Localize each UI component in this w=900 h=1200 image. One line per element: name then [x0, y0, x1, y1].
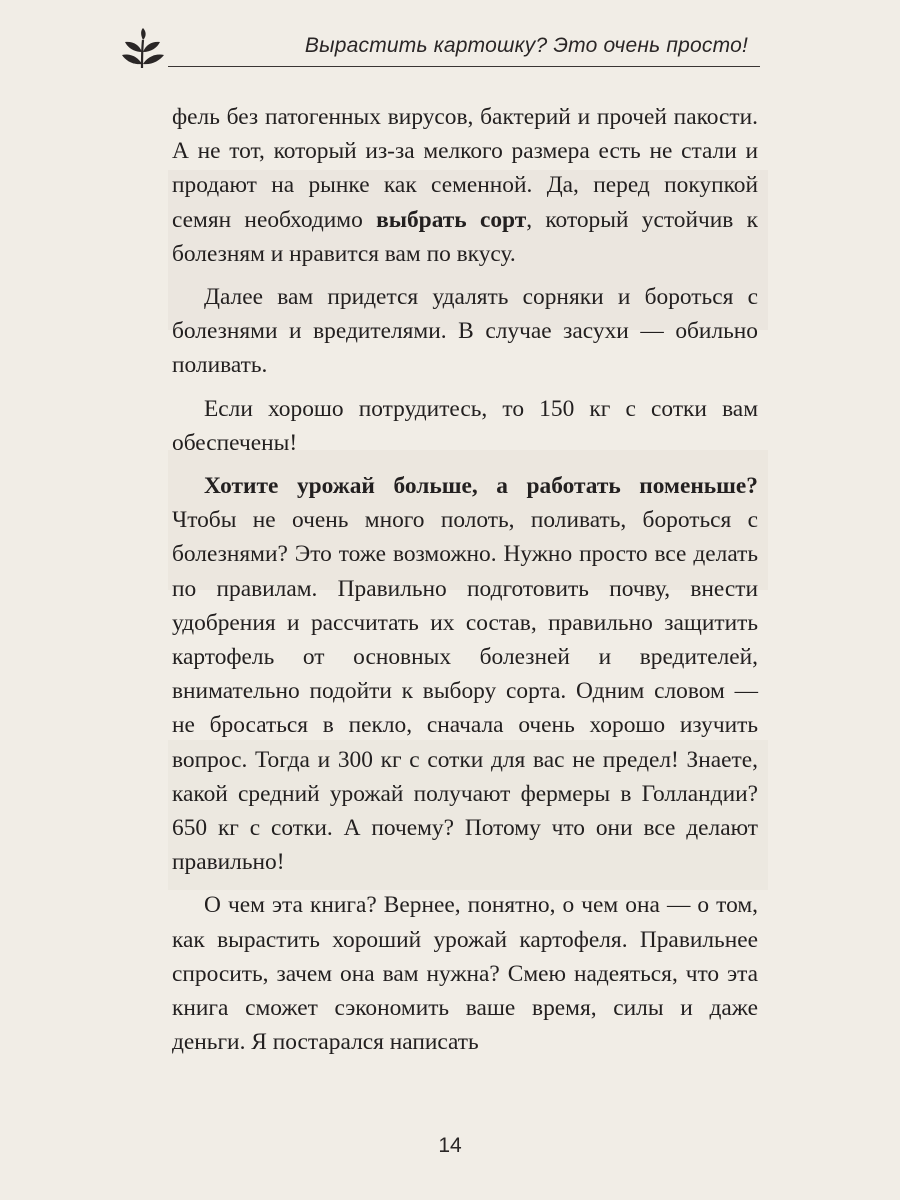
paragraph: Далее вам придется удалять сорняки и бороться с болезнями и вредителями. В случае засухи — обильно поливать. [172, 284, 758, 379]
bold-text: Хотите урожай больше, а работать поменьше? [204, 473, 758, 500]
paragraph: О чем эта книга? Вернее, понятно, о чем она — о том, как вырастить хороший урожай картофеля. Правильнее спросить, зачем она вам нужна? Смею надеяться, что эта книга сможет сэкономить ваше время, силы и даже деньги. Я постарался написать [172, 892, 758, 1056]
text-run: фель без патогенных вирусов, бактерий и прочей пакости. А не тот, который из-за мелкого размера есть не стали и продают на рынке как семенной. Да, перед покупкой семян необходимо [172, 104, 758, 233]
body-text [172, 100, 758, 1068]
paragraph [172, 469, 758, 879]
text-run: Чтобы не очень много полоть, поливать, бороться с болезнями? Это тоже возможно. Нужно просто все делать по правилам. Правильно подготовить почву, внести удобрения и рассчитать их состав, правильно защитить картофель от основных болезней и вредителей, внимательно подойти к выбору сорта. Одним словом — не бросаться в пекло, сначала очень хорошо изучить вопрос. Тогда и 300 кг с сотки для вас не предел! Знаете, какой средний урожай получают фермеры в Голландии? 650 кг с сотки. А почему? Потому что они все делают правильно! [172, 507, 758, 876]
header-rule [168, 66, 760, 67]
paragraph [172, 100, 758, 271]
paragraph: Если хорошо потрудитесь, то 150 кг с сотки вам обеспечены! [172, 395, 758, 456]
page-number: 14 [438, 1134, 462, 1157]
leaf-icon [120, 28, 166, 72]
bold-text: выбрать сорт [376, 206, 527, 233]
text-run: , который устойчив к болезням и нравится вам по вкусу. [172, 206, 758, 267]
running-title: Вырастить картошку? Это очень просто! [304, 34, 748, 57]
running-header [120, 22, 760, 74]
